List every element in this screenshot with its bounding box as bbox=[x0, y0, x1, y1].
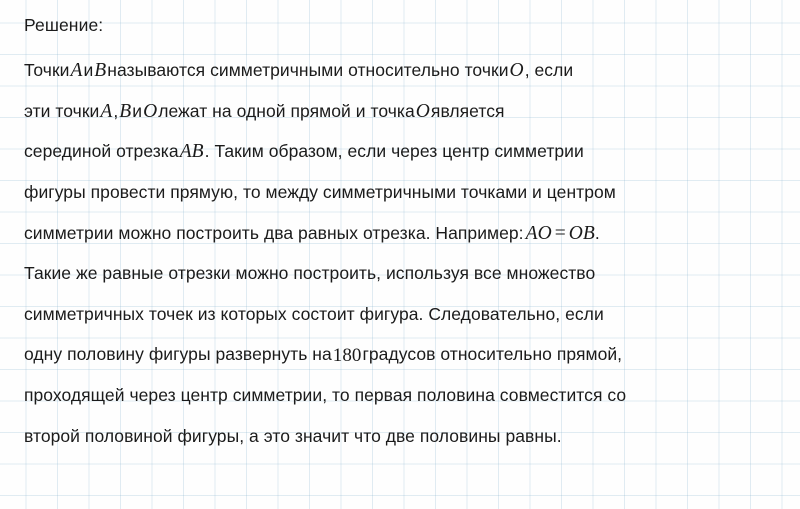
text-run: является bbox=[430, 100, 505, 121]
text-line bbox=[24, 51, 776, 92]
text-run: называются симметричными относительно точки bbox=[107, 60, 509, 81]
math-variable: B bbox=[94, 60, 107, 82]
text-line bbox=[24, 132, 776, 173]
text-run: проходящей через центр симметрии, то первая половина совместится со bbox=[24, 384, 627, 405]
text-line bbox=[24, 416, 776, 457]
text-line bbox=[24, 213, 776, 254]
math-variable: A bbox=[100, 100, 113, 122]
text-run: симметрии можно построить два равных отрезка. Например: bbox=[24, 222, 524, 243]
text-run: симметричных точек из которых состоит фигура. Следовательно, если bbox=[24, 303, 604, 324]
text-run: серединой отрезка bbox=[24, 141, 179, 162]
text-line bbox=[24, 294, 776, 335]
math-variable: O bbox=[143, 100, 158, 122]
text-run: , bbox=[113, 100, 119, 121]
math-variable: O bbox=[415, 100, 430, 122]
text-run: . bbox=[594, 222, 600, 243]
solution-content bbox=[24, 14, 776, 457]
math-variable: O bbox=[509, 60, 524, 82]
text-run: и bbox=[83, 60, 94, 81]
text-run: эти точки bbox=[24, 100, 100, 121]
text-run: второй половиной фигуры, а это значит что две половины равны. bbox=[24, 425, 562, 446]
text-run: Такие же равные отрезки можно построить, используя все множество bbox=[24, 263, 596, 284]
text-run: одну половину фигуры развернуть на bbox=[24, 344, 332, 365]
math-variable: A bbox=[70, 60, 83, 82]
text-line bbox=[24, 375, 776, 416]
text-run: . Таким образом, если через центр симметрии bbox=[204, 141, 584, 162]
text-run: градусов относительно прямой, bbox=[362, 344, 623, 365]
text-run: Точки bbox=[24, 60, 70, 81]
text-line bbox=[24, 254, 776, 295]
text-run: лежат на одной прямой и точка bbox=[158, 100, 415, 121]
text-run: , если bbox=[524, 60, 574, 81]
solution-body bbox=[24, 51, 776, 457]
text-line bbox=[24, 91, 776, 132]
text-line bbox=[24, 172, 776, 213]
math-variable: AB bbox=[179, 141, 204, 163]
page-title: Решение: bbox=[24, 15, 104, 35]
math-number: 180 bbox=[332, 344, 362, 366]
text-run: фигуры провести прямую, то между симметричными точками и центром bbox=[24, 181, 616, 202]
text-run: и bbox=[132, 100, 143, 121]
text-line bbox=[24, 335, 776, 376]
math-variable: B bbox=[119, 100, 132, 122]
math-equation: AO = OB bbox=[525, 222, 595, 244]
